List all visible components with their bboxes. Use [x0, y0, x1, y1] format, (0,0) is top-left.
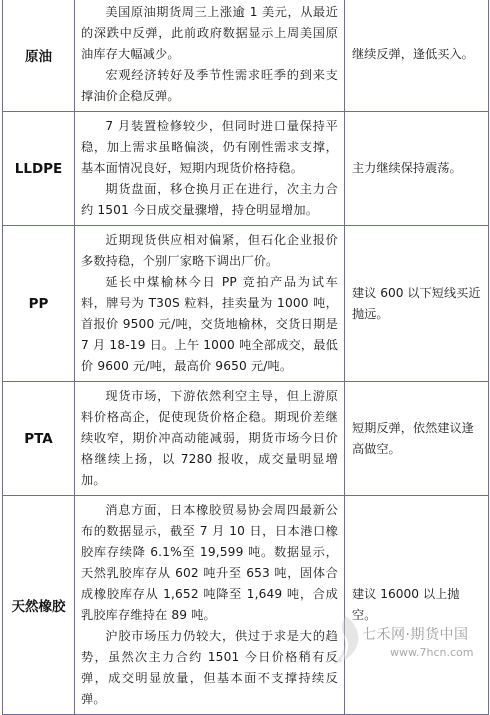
analysis-paragraph: 宏观经济转好及季节性需求旺季的到来支撑油价企稳反弹。 [81, 68, 338, 103]
table-row [3, 382, 489, 496]
analysis-paragraph: 现货市场，下游依然利空主导，但上游原料价格高企，促使现货价格企稳。期现价差继续收窄，期价冲高动能减弱，期货市场今日价格继续上扬，以 7280 报收，成交量明显增加。 [81, 389, 338, 487]
table-row [3, 112, 489, 226]
analysis-paragraph: 近期现货供应相对偏紧，但石化企业报价多数持稳，个别厂家略下调出厂价。 [81, 233, 338, 268]
analysis-paragraph: 消息方面，日本橡胶贸易协会周四最新公布的数据显示，截至 7 月 10 日，日本港口橡胶库存续降 6.1%至 19,599 吨。数据显示，天然乳胶库存从 602 吨升至 653 吨，固体合成橡胶库存从 1,652 吨降至 1,649 吨，合成乳胶库存维持在 89 吨。 [81, 503, 338, 622]
analysis-cell [75, 382, 345, 496]
table-row [3, 226, 489, 382]
analysis-cell [75, 496, 345, 715]
advice-cell: 主力继续保持震荡。 [345, 112, 489, 226]
commodity-name: 原油 [3, 0, 75, 112]
commodity-name: LLDPE [3, 112, 75, 226]
analysis-paragraph: 沪胶市场压力仍较大，供过于求是大的趋势，虽然次主力合约 1501 今日价格稍有反弹，成交明显放量，但基本面不支撑持续反弹。 [81, 629, 338, 706]
advice-cell: 继续反弹，逢低买入。 [345, 0, 489, 112]
analysis-cell [75, 226, 345, 382]
analysis-paragraph: 延长中煤榆林今日 PP 竞拍产品为试车料，牌号为 T30S 粒料，挂卖量为 1000 吨，首报价 9500 元/吨，交货地榆林，交货日期是 7 月 18-19 日。上午 1000 吨全部成交，最低价 9600 元/吨，最高价 9650 元/吨。 [81, 275, 338, 373]
watermark-url: www.7hcn.com [390, 646, 474, 659]
commodity-name: 天然橡胶 [3, 496, 75, 715]
advice-cell: 短期反弹，依然建议逢高做空。 [345, 382, 489, 496]
table-row [3, 0, 489, 112]
analysis-paragraph: 美国原油期货周三上涨逾 1 美元，从最近的深跌中反弹，此前政府数据显示上周美国原油库存大幅减少。 [81, 5, 338, 61]
analysis-paragraph: 期货盘面，移仓换月正在进行，次主力合约 1501 今日成交量骤增，持仓明显增加。 [81, 182, 338, 217]
advice-cell: 建议 600 以下短线买近抛远。 [345, 226, 489, 382]
analysis-cell [75, 0, 345, 112]
watermark-text: 七禾网·期货中国 [362, 627, 469, 643]
commodity-name: PP [3, 226, 75, 382]
commodity-name: PTA [3, 382, 75, 496]
commodity-analysis-table [2, 0, 489, 715]
analysis-cell [75, 112, 345, 226]
analysis-paragraph: 7 月装置检修较少，但同时进口量保持平稳，加上需求虽略偏淡，仍有刚性需求支撑，基本面情况良好，短期内现货价格持稳。 [81, 119, 338, 175]
advice-cell: 建议 16000 以上抛空。 [345, 496, 489, 715]
table-row [3, 496, 489, 715]
